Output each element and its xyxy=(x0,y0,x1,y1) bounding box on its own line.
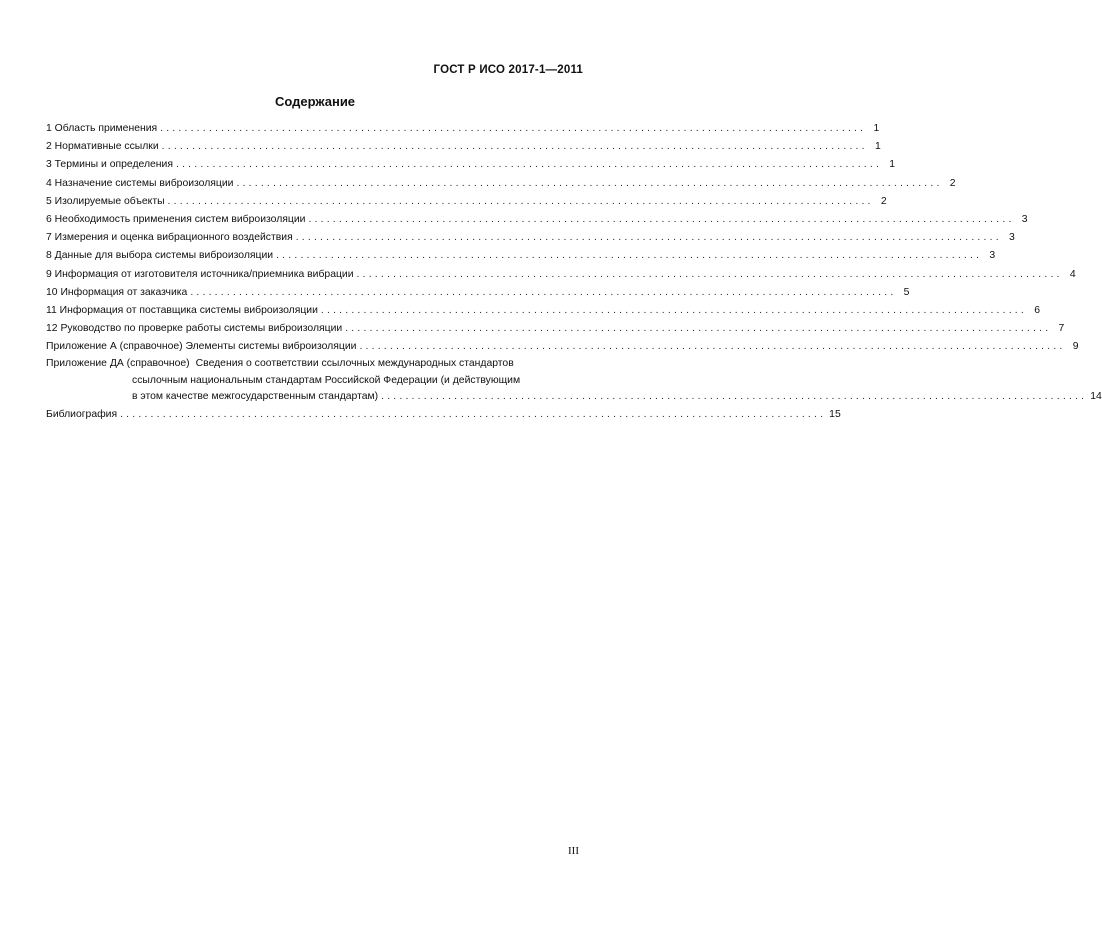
toc-item-7[interactable] xyxy=(46,229,1015,247)
toc-item-10[interactable] xyxy=(46,284,910,302)
toc-item-page: 3 xyxy=(1009,232,1015,244)
toc-item-page: 9 xyxy=(1072,341,1079,353)
dot-leader: .................................................................................................................... xyxy=(276,250,983,262)
toc-item-2[interactable] xyxy=(46,138,881,156)
toc-item-page: 3 xyxy=(1021,213,1028,225)
toc-item-page: 15 xyxy=(829,408,841,420)
document-code-header: ГОСТ Р ИСО 2017-1—2011 xyxy=(433,64,583,76)
dot-leader: .................................................................................................................... xyxy=(161,141,868,153)
toc-item-label: 6 Необходимость применения систем виброизоляции xyxy=(46,213,306,225)
toc-item-6[interactable] xyxy=(46,211,1028,229)
dot-leader: .................................................................................................................... xyxy=(345,323,1052,335)
annex-da-title-line1: Сведения о соответствии ссылочных международных стандартов xyxy=(195,358,514,370)
toc-item-5[interactable] xyxy=(46,193,887,211)
toc-item-page: 1 xyxy=(873,123,880,134)
toc-item-3[interactable] xyxy=(46,156,896,174)
toc-item-page: 6 xyxy=(1034,304,1040,316)
toc-item-annex-da[interactable] xyxy=(46,356,1102,406)
toc-item-4[interactable] xyxy=(46,175,956,193)
toc-item-bibliography[interactable] xyxy=(46,406,841,424)
toc-item-page: 1 xyxy=(889,159,896,171)
toc-item-label: 4 Назначение системы виброизоляции xyxy=(46,177,234,189)
dot-leader: .................................................................................................................... xyxy=(359,341,1066,353)
toc-item-label: 9 Информация от изготовителя источника/приемника вибрации xyxy=(46,268,354,280)
dot-leader: .................................................................................................................... xyxy=(175,159,883,171)
toc-item-label: 12 Руководство по проверке работы системы виброизоляции xyxy=(46,323,343,335)
toc-item-12[interactable] xyxy=(46,320,1065,338)
annex-da-title-line2: ссылочным национальным стандартам Российской Федерации (и действующим xyxy=(132,374,521,386)
toc-item-page: 3 xyxy=(989,250,996,262)
toc-item-annex-a[interactable] xyxy=(46,338,1079,356)
dot-leader: .................................................................................................................... xyxy=(356,268,1063,280)
toc-item-label: 10 Информация от заказчика xyxy=(46,286,188,298)
toc-item-label: 7 Измерения и оценка вибрационного воздействия xyxy=(46,232,293,244)
toc-item-page: 5 xyxy=(903,286,910,298)
toc-item-1[interactable] xyxy=(46,120,880,138)
toc-item-label: 8 Данные для выбора системы виброизоляции xyxy=(46,250,274,262)
dot-leader: .................................................................................................................... xyxy=(308,213,1015,225)
dot-leader: .................................................................................................................... xyxy=(295,232,1002,244)
contents-title: Содержание xyxy=(274,94,356,109)
annex-da-last-line xyxy=(46,389,1102,406)
toc-item-label: Приложение А (справочное) Элементы системы виброизоляции xyxy=(46,341,357,353)
toc-item-label: 11 Информация от поставщика системы виброизоляции xyxy=(46,304,318,316)
annex-da-prefix: Приложение ДА (справочное) xyxy=(46,358,190,370)
annex-da-first-line xyxy=(46,356,583,373)
toc-item-label: 5 Изолируемые объекты xyxy=(46,195,165,207)
toc-item-label: 3 Термины и определения xyxy=(46,159,173,171)
toc-item-page: 7 xyxy=(1058,323,1065,335)
toc-item-8[interactable] xyxy=(46,247,996,265)
toc-item-page: 14 xyxy=(1090,391,1102,403)
toc-item-page: 2 xyxy=(880,195,887,207)
annex-da-title-line3: в этом качестве межгосударственным стандартам) xyxy=(132,391,379,403)
toc-item-page: 2 xyxy=(949,177,956,189)
toc-item-page: 1 xyxy=(874,141,881,153)
dot-leader: .................................................................................................................... xyxy=(190,286,897,298)
toc-item-label: 2 Нормативные ссылки xyxy=(46,141,159,153)
page-number: III xyxy=(568,845,579,857)
toc-item-label: Библиография xyxy=(46,408,118,420)
dot-leader: .................................................................................................................... xyxy=(160,123,867,134)
dot-leader: .................................................................................................................... xyxy=(236,177,943,189)
dot-leader: .................................................................................................................... xyxy=(167,195,874,207)
table-of-contents xyxy=(46,120,1102,424)
toc-item-page: 4 xyxy=(1069,268,1076,280)
toc-item-label: 1 Область применения xyxy=(46,123,158,134)
toc-item-9[interactable] xyxy=(46,266,1076,284)
dot-leader: .................................................................................................................... xyxy=(120,408,827,420)
toc-item-11[interactable] xyxy=(46,302,1040,320)
dot-leader: .................................................................................................................... xyxy=(381,391,1088,403)
dot-leader: .................................................................................................................... xyxy=(320,304,1027,316)
